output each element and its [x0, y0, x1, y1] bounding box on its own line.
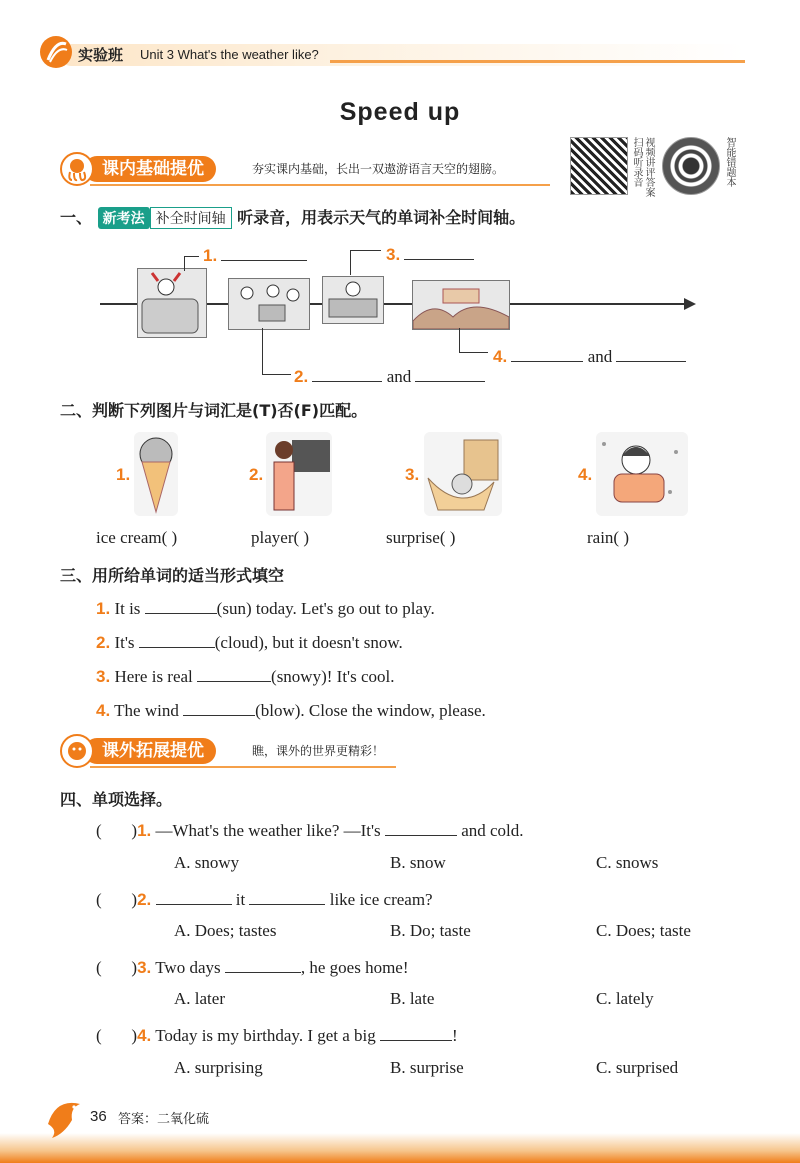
timeline-picture-playing — [228, 278, 310, 330]
answer-blank[interactable] — [197, 664, 271, 682]
answer-blank[interactable] — [249, 887, 325, 905]
answer-bracket[interactable]: ( ) — [96, 1026, 138, 1045]
q4-item-4: ( )4. Today is my birthday. I get a big ! — [96, 1023, 458, 1046]
connector-4 — [459, 328, 488, 353]
q3-item-2: 2. It's (cloud), but it doesn't snow. — [96, 630, 403, 653]
q2-num-3: 3. — [405, 465, 420, 484]
q2-num-2: 2. — [249, 465, 264, 484]
teacher-blackboard-picture — [266, 432, 332, 516]
q2-num-1: 1. — [116, 465, 131, 484]
header-unit: Unit 3 What's the weather like? — [140, 47, 319, 62]
answer-bracket[interactable]: ( ) — [96, 890, 138, 909]
header-brand: 实验班 — [78, 46, 124, 64]
timeline-arrow-icon — [684, 298, 696, 310]
q3-item-4: 4. The wind (blow). Close the window, please. — [96, 698, 486, 721]
q4-1-option-b[interactable]: B. snow — [390, 853, 446, 872]
q4-4-option-b[interactable]: B. surprise — [390, 1058, 464, 1077]
timeline-picture-studying — [322, 276, 384, 324]
ice-cream-picture — [134, 432, 178, 516]
answer-blank[interactable] — [385, 818, 457, 836]
q4-heading: 四、单项选择。 — [60, 790, 173, 809]
dolphin-mascot-icon — [42, 1094, 86, 1144]
q3-heading: 三、用所给单词的适当形式填空 — [60, 566, 285, 585]
q4-item-3: ( )3. Two days , he goes home! — [96, 955, 409, 978]
q4-1-option-c[interactable]: C. snows — [596, 853, 659, 872]
answer-blank[interactable] — [225, 955, 301, 973]
q2-word-3: surprise( ) — [386, 528, 456, 547]
q4-2-option-a[interactable]: A. Does; tastes — [174, 921, 277, 940]
q4-1-option-a[interactable]: A. snowy — [174, 853, 240, 872]
banner-label: 课内基础提优 — [84, 156, 216, 182]
connector-1 — [184, 256, 199, 271]
answer-blank[interactable] — [139, 630, 215, 648]
timeline-blank-1: 1. — [203, 243, 307, 266]
q2-heading: 二、判断下列图片与词汇是(T)否(F)匹配。 — [60, 401, 368, 420]
q3-item-3: 3. Here is real (snowy)! It's cool. — [96, 664, 395, 687]
q4-3-option-a[interactable]: A. later — [174, 989, 225, 1008]
q4-4-option-c[interactable]: C. surprised — [596, 1058, 679, 1077]
timeline-blank-2: 2. and — [294, 364, 485, 387]
qr-code-audio[interactable] — [570, 137, 628, 195]
answer-blank[interactable] — [380, 1023, 452, 1041]
timeline-picture-park — [412, 280, 510, 330]
q4-3-option-b[interactable]: B. late — [390, 989, 435, 1008]
octopus-mascot-icon — [60, 152, 94, 186]
answer-blank[interactable] — [221, 243, 307, 261]
qr-caption-audio: 扫码听录音 — [631, 137, 642, 187]
answer-blank[interactable] — [616, 344, 686, 362]
section-banner-extension — [60, 734, 396, 768]
qr-caption-video: 视频讲评答案 — [643, 137, 654, 197]
q4-3-option-c[interactable]: C. lately — [596, 989, 654, 1008]
child-snow-picture — [596, 432, 688, 516]
qr-code-mistakes[interactable] — [662, 137, 720, 195]
header-rule — [330, 60, 745, 63]
q4-4-option-a[interactable]: A. surprising — [174, 1058, 263, 1077]
q4-2-option-b[interactable]: B. Do; taste — [390, 921, 471, 940]
page-title: Speed up — [339, 98, 461, 126]
answer-blank[interactable] — [415, 364, 485, 382]
tag-subtitle: 补全时间轴 — [150, 207, 232, 229]
q3-item-1: 1. It is (sun) today. Let's go out to play. — [96, 596, 435, 619]
q2-word-4: rain( ) — [587, 528, 630, 547]
connector-2 — [262, 328, 291, 375]
answer-bracket[interactable]: ( ) — [96, 958, 138, 977]
answer-blank[interactable] — [511, 344, 583, 362]
new-method-tag: 新考法 — [98, 207, 150, 229]
brand-logo-icon — [40, 36, 72, 68]
timeline-blank-4: 4. and — [493, 344, 686, 367]
answer-note: 答案：二氧化硫 — [118, 1112, 210, 1127]
answer-blank[interactable] — [404, 242, 474, 260]
q2-word-1: ice cream( ) — [96, 528, 178, 547]
timeline-blank-3: 3. — [386, 242, 474, 265]
answer-blank[interactable] — [183, 698, 255, 716]
page-number: 36 — [90, 1108, 107, 1125]
answer-blank[interactable] — [312, 364, 382, 382]
banner-description: 夯实课内基础，长出一双遨游语言天空的翅膀。 — [252, 162, 505, 176]
timeline-picture-waking-up — [137, 268, 207, 338]
banner-description: 瞧，课外的世界更精彩！ — [252, 744, 385, 758]
answer-blank[interactable] — [145, 596, 217, 614]
qr-caption-mistakes: 智能错题本 — [724, 137, 735, 187]
footer-band — [0, 1133, 800, 1163]
mascot-icon — [60, 734, 94, 768]
q4-item-2: ( )2. it like ice cream? — [96, 887, 433, 910]
q2-word-2: player( ) — [251, 528, 310, 547]
gift-box-picture — [424, 432, 502, 516]
q4-item-1: ( )1. —What's the weather like? —It's and cold. — [96, 818, 524, 841]
q1-heading: 一、 新考法 补全时间轴 听录音，用表示天气的单词补全时间轴。 — [60, 208, 526, 227]
section-banner-basic — [60, 152, 550, 186]
q4-2-option-c[interactable]: C. Does; taste — [596, 921, 691, 940]
connector-3 — [350, 250, 381, 275]
banner-label: 课外拓展提优 — [84, 738, 216, 764]
q2-num-4: 4. — [578, 465, 593, 484]
answer-blank[interactable] — [156, 887, 232, 905]
answer-bracket[interactable]: ( ) — [96, 821, 138, 840]
